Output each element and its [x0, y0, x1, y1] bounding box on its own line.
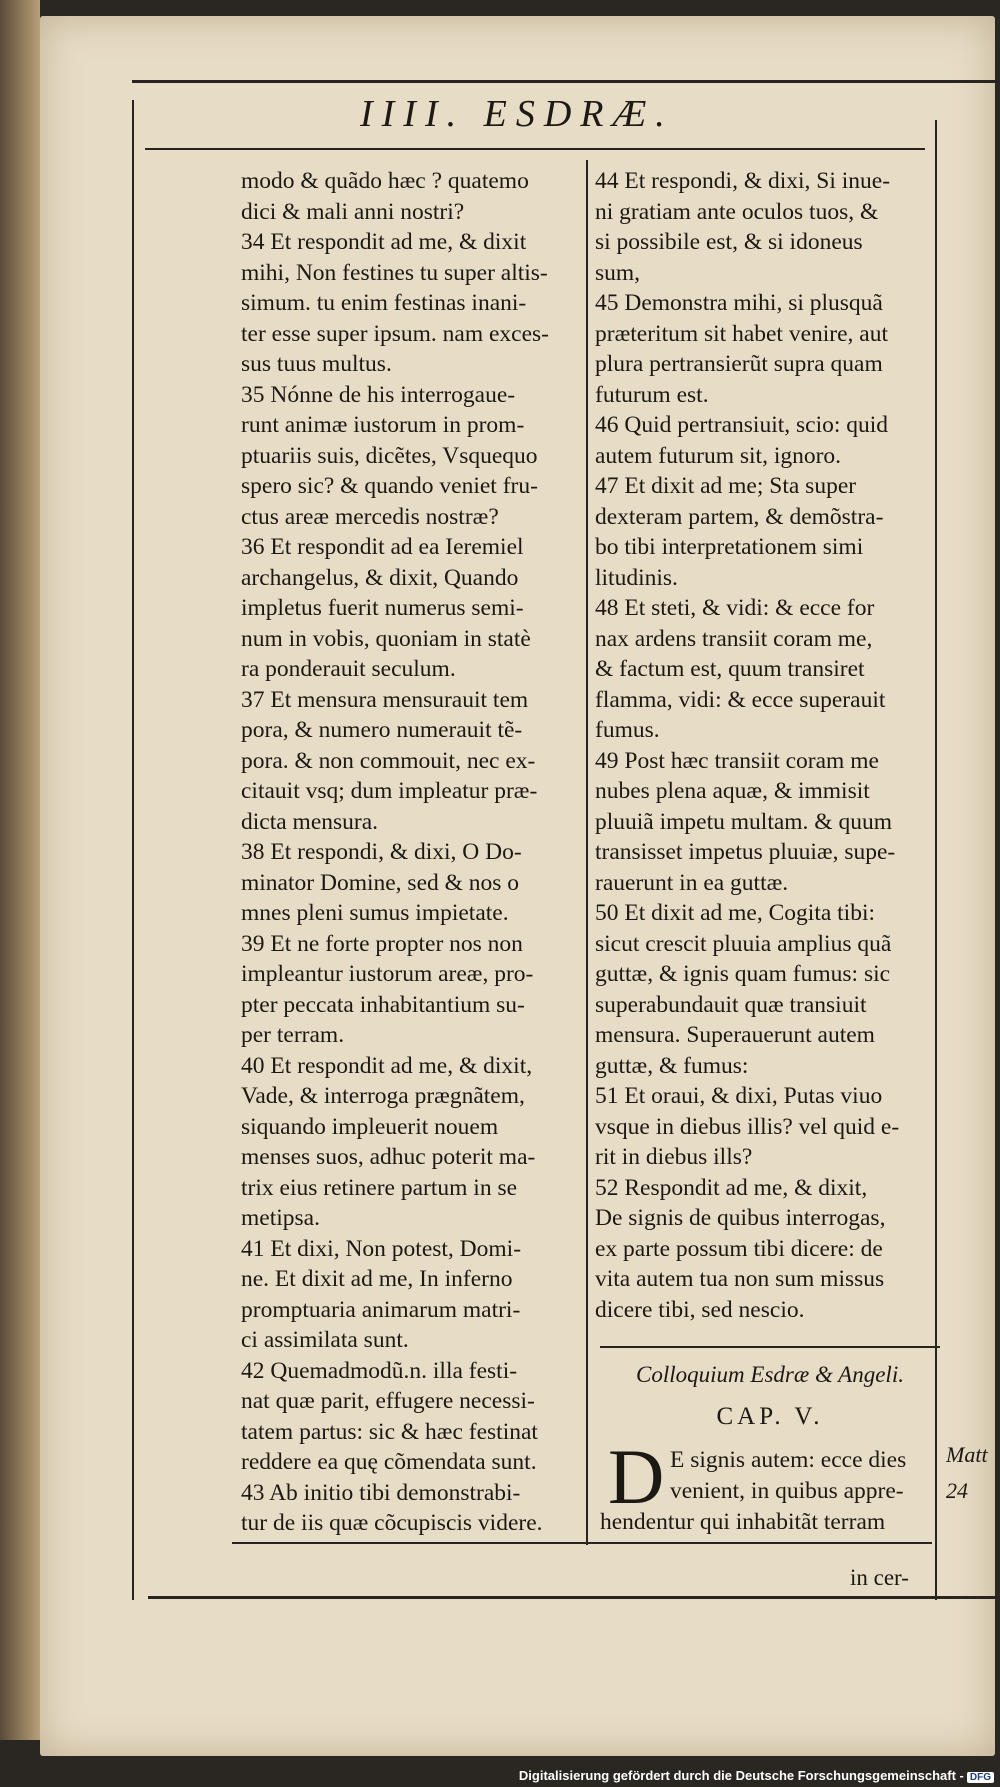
- text-line: tur de iis quæ cõcupiscis videre.: [241, 1510, 543, 1536]
- book-spine: [0, 0, 40, 1740]
- text-line: nax ardens transiit coram me,: [595, 625, 873, 652]
- text-line: modo & quãdo hæc ? quatemo: [241, 168, 529, 194]
- text-line: 44 Et respondi, & dixi, Si inue-: [595, 168, 891, 194]
- text-line: vita autem tua non sum missus: [595, 1266, 885, 1292]
- text-line: 52 Respondit ad me, & dixit,: [595, 1174, 868, 1201]
- text-line: 48 Et steti, & vidi: & ecce for: [595, 595, 875, 621]
- text-line: reddere ea quę cõmendata sunt.: [241, 1449, 537, 1475]
- text-line: sus tuus multus.: [241, 351, 392, 377]
- text-line: 46 Quid pertransiuit, scio: quid: [595, 412, 889, 438]
- column-divider: [586, 160, 588, 1545]
- text-line: ctus areæ mercedis nostræ?: [241, 503, 499, 530]
- text-line: 45 Demonstra mihi, si plusquã: [595, 290, 883, 316]
- text-line: sum,: [595, 259, 641, 286]
- text-line: 40 Et respondit ad me, & dixit,: [241, 1052, 533, 1079]
- text-line: siquando impleuerit nouem: [241, 1113, 499, 1140]
- chapter-text-line: hendentur qui inhabitãt terram: [600, 1509, 886, 1535]
- text-line: 39 Et ne forte propter nos non: [241, 930, 523, 957]
- margin-reference: Matt: [946, 1442, 988, 1467]
- text-line: 38 Et respondi, & dixi, O Do-: [241, 839, 522, 865]
- text-line: mihi, Non festines tu super altis-: [241, 259, 548, 286]
- text-line: promptuaria animarum matri-: [241, 1296, 521, 1323]
- text-line: 43 Ab initio tibi demonstrabi-: [241, 1479, 521, 1506]
- text-line: tatem partus: sic & hæc festinat: [241, 1418, 538, 1445]
- text-line: simum. tu enim festinas inani-: [241, 290, 527, 316]
- text-line: ter esse super ipsum. nam exces-: [241, 320, 550, 347]
- text-line: impleantur iustorum areæ, pro-: [241, 961, 534, 987]
- bottom-rule-lower: [148, 1596, 1000, 1599]
- text-line: ni gratiam ante oculos tuos, &: [595, 198, 879, 225]
- text-line: De signis de quibus interrogas,: [595, 1205, 886, 1231]
- text-line: per terram.: [241, 1022, 345, 1048]
- text-line: 35 Nónne de his interrogaue-: [241, 381, 516, 408]
- credit-text: Digitalisierung gefördert durch die Deutsche Forschungsgemeinschaft -: [518, 1768, 964, 1783]
- running-header: IIII. ESDRÆ.: [360, 93, 674, 135]
- chapter-heading: Colloquium Esdræ & Angeli.: [636, 1362, 904, 1387]
- text-line: guttæ, & fumus:: [595, 1052, 749, 1079]
- dfg-logo: DFG: [967, 1772, 994, 1783]
- text-line: mnes pleni sumus impietate.: [241, 900, 509, 926]
- text-line: pora, & numero numerauit tẽ-: [241, 717, 523, 743]
- text-line: 34 Et respondit ad me, & dixit: [241, 229, 527, 255]
- text-line: ci assimilata sunt.: [241, 1327, 409, 1353]
- text-line: 42 Quemadmodũ.n. illa festi-: [241, 1357, 518, 1384]
- text-line: Vade, & interroga prægnãtem,: [241, 1083, 525, 1109]
- text-line: & factum est, quum transiret: [595, 656, 865, 682]
- text-line: bo tibi interpretationem simi: [595, 534, 864, 560]
- text-line: flamma, vidi: & ecce superauit: [595, 686, 886, 713]
- text-line: dexteram partem, & demõstra-: [595, 503, 884, 530]
- text-line: præteritum sit habet venire, aut: [595, 320, 889, 347]
- text-line: metipsa.: [241, 1205, 320, 1231]
- text-line: rit in diebus ills?: [595, 1144, 753, 1170]
- text-line: ex parte possum tibi dicere: de: [595, 1235, 883, 1262]
- right-text-column: [595, 166, 935, 1325]
- header-rule: [145, 148, 925, 150]
- text-line: spero sic? & quando veniet fru-: [241, 473, 538, 499]
- text-line: dicere tibi, sed nescio.: [595, 1296, 805, 1323]
- text-line: 36 Et respondit ad ea Ieremiel: [241, 534, 524, 560]
- text-line: pluuiã impetu multam. & quum: [595, 808, 892, 835]
- text-line: guttæ, & ignis quam fumus: sic: [595, 961, 891, 987]
- text-line: superabundauit quæ transiuit: [595, 991, 867, 1018]
- text-line: num in vobis, quoniam in statè: [241, 625, 531, 652]
- text-line: nat quæ parit, effugere necessi-: [241, 1388, 535, 1414]
- text-line: litudinis.: [595, 564, 678, 591]
- text-line: dici & mali anni nostri?: [241, 198, 465, 225]
- text-line: dicta mensura.: [241, 808, 379, 835]
- text-line: 37 Et mensura mensurauit tem: [241, 686, 529, 713]
- text-line: citauit vsq; dum impleatur præ-: [241, 778, 538, 804]
- text-line: transisset impetus pluuiæ, supe-: [595, 839, 896, 865]
- text-line: plura pertransierũt supra quam: [595, 351, 883, 377]
- text-line: impletus fuerit numerus semi-: [241, 595, 524, 621]
- drop-capital: D: [608, 1433, 665, 1520]
- chapter-text-line: E signis autem: ecce dies: [670, 1447, 907, 1473]
- left-text-column: [241, 166, 581, 1539]
- chapter-text-line: venient, in quibus appre-: [670, 1478, 904, 1504]
- text-line: menses suos, adhuc poterit ma-: [241, 1144, 536, 1170]
- text-line: runt animæ iustorum in prom-: [241, 412, 525, 438]
- text-line: ptuariis suis, dicẽtes, Vsquequo: [241, 442, 538, 469]
- catchword: in cer-: [850, 1565, 909, 1590]
- text-line: nubes plena aquæ, & immisit: [595, 778, 870, 804]
- text-line: pter peccata inhabitantium su-: [241, 991, 525, 1018]
- text-line: 50 Et dixit ad me, Cogita tibi:: [595, 900, 876, 926]
- text-line: trix eius retinere partum in se: [241, 1174, 518, 1201]
- text-line: rauerunt in ea guttæ.: [595, 869, 789, 896]
- text-line: si possibile est, & si idoneus: [595, 229, 863, 255]
- text-line: archangelus, & dixit, Quando: [241, 564, 519, 591]
- left-margin-rule: [132, 100, 134, 1600]
- margin-reference: 24: [946, 1478, 968, 1503]
- text-line: fumus.: [595, 717, 660, 743]
- text-line: minator Domine, sed & nos o: [241, 869, 520, 896]
- text-line: vsque in diebus illis? vel quid e-: [595, 1113, 900, 1140]
- text-line: autem futurum sit, ignoro.: [595, 442, 842, 469]
- chapter-number: CAP. V.: [716, 1403, 824, 1430]
- bottom-rule-upper: [232, 1542, 932, 1544]
- text-line: sicut crescit pluuia amplius quã: [595, 930, 892, 957]
- chapter-rule: [600, 1346, 940, 1348]
- text-line: 41 Et dixi, Non potest, Domi-: [241, 1235, 522, 1262]
- text-line: ne. Et dixit ad me, In inferno: [241, 1266, 513, 1292]
- text-line: 47 Et dixit ad me; Sta super: [595, 473, 857, 499]
- digitization-credit: [519, 1768, 994, 1783]
- text-line: pora. & non commouit, nec ex-: [241, 747, 536, 774]
- text-line: ra ponderauit seculum.: [241, 656, 456, 682]
- top-rule: [132, 80, 1000, 83]
- text-line: mensura. Superauerunt autem: [595, 1022, 875, 1048]
- text-line: 49 Post hæc transiit coram me: [595, 747, 879, 774]
- text-line: 51 Et oraui, & dixi, Putas viuo: [595, 1083, 883, 1109]
- text-line: futurum est.: [595, 381, 709, 408]
